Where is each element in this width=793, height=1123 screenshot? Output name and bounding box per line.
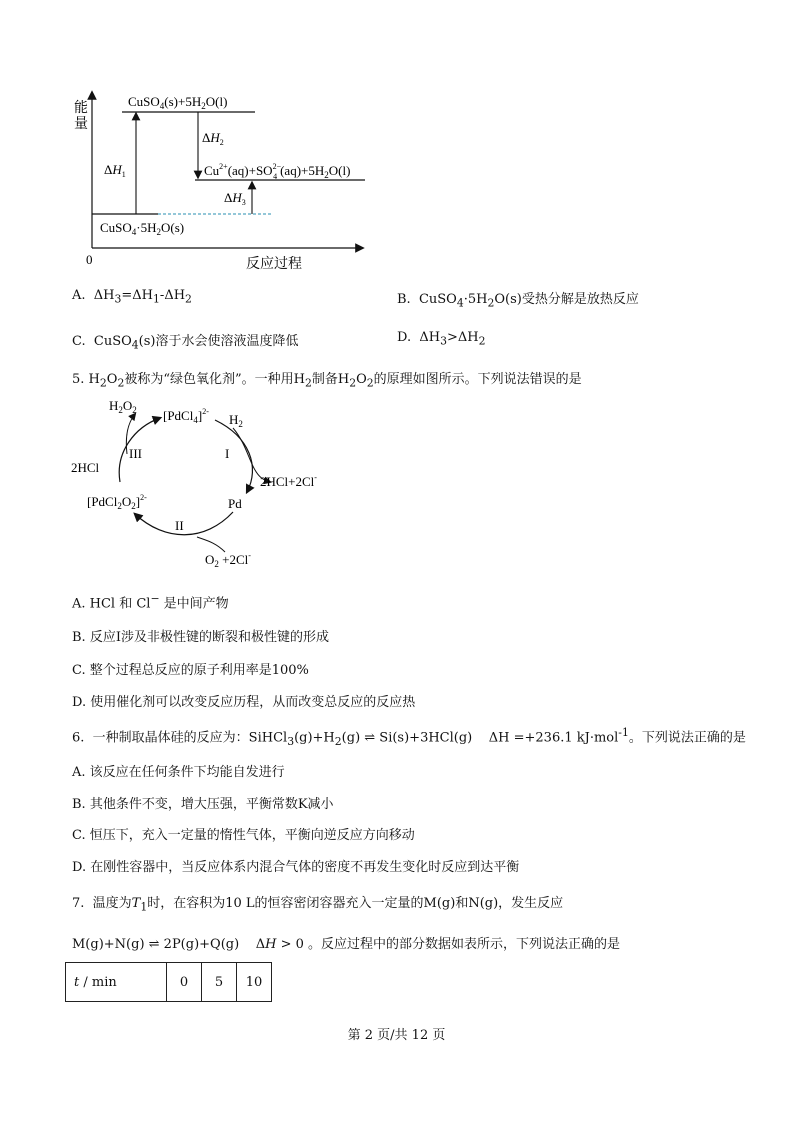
dh1-label: $\Delta H_1$: [104, 162, 126, 179]
q4-option-c[interactable]: C. CuSO$_4$(s)溶于水会使溶液温度降低: [72, 334, 299, 352]
q6-option-d[interactable]: D. 在刚性容器中，当反应体系内混合气体的密度不再发生变化时反应到达平衡: [72, 860, 520, 875]
y-axis-label: 能: [74, 101, 88, 116]
step2-label: II: [175, 518, 184, 533]
q4-option-a[interactable]: A. $\Delta H_3=\Delta H_1-\Delta H_2$: [72, 288, 192, 306]
pdcl4-label: [PdCl$_4$]$^{2-}$: [163, 407, 209, 425]
q6-stem: 6. 一种制取晶体硅的反应为：$SiHCl_3(g)+H_2(g)$ ⇌ Si(s)+3HCl(g) ΔH =+236.1 kJ·mol$^{-1}$。下列说法正确的是: [72, 726, 746, 748]
catalytic-cycle-diagram: [65, 392, 345, 572]
table-header-cell: 5: [202, 963, 237, 1002]
q5-stem: 5. $H_2O_2$被称为“绿色氧化剂”。一种用$H_2$制备$H_2O_2$的原理如图所示。下列说法错误的是: [72, 372, 582, 390]
origin-label: 0: [86, 252, 93, 267]
q5-option-d[interactable]: D. 使用催化剂可以改变反应历程，从而改变总反应的反应热: [72, 695, 416, 710]
q7-data-table: [65, 962, 272, 1002]
x-axis-label: 反应过程: [246, 257, 302, 272]
step1-arc: [215, 420, 252, 492]
q5-option-b[interactable]: B. 反应I涉及非极性键的断裂和极性键的形成: [72, 630, 329, 645]
top-level-label: $CuSO_4(s)+5H_2O(l)$: [128, 94, 228, 111]
dh3-label: $\Delta H_3$: [224, 190, 246, 207]
h2o2-label: $H_2O_2$: [109, 398, 137, 415]
bottom-level-label: $CuSO_4\cdot 5H_2O(s)$: [100, 220, 185, 237]
in3-label: 2HCl: [71, 460, 100, 475]
step1-label: I: [225, 446, 230, 461]
q5-option-c[interactable]: C. 整个过程总反应的原子利用率是100%: [72, 663, 309, 678]
pd-label: Pd: [228, 496, 242, 511]
table-header-cell: t / min: [66, 963, 167, 1002]
q6-option-c[interactable]: C. 恒压下，充入一定量的惰性气体，平衡向逆反应方向移动: [72, 828, 415, 843]
y-axis-label-2: 量: [74, 117, 88, 132]
page-footer: 第 2 页/共 12 页: [347, 1028, 446, 1043]
h2-label: $H_2$: [229, 412, 243, 429]
pdcl2o2-label: $[PdCl_2O_2]^{2-}$: [87, 493, 147, 511]
in2-label: $O_2 +2Cl^-$: [205, 551, 251, 569]
dh2-label: $\Delta H_2$: [202, 130, 224, 147]
step2-arc: [135, 512, 233, 535]
q7-stem-line2: M(g)+N(g) ⇌ 2P(g)+Q(g) ΔH > 0 。反应过程中的部分数据如表所示，下列说法正确的是: [72, 937, 620, 952]
q5-option-a[interactable]: A. HCl 和 Cl− 是中间产物: [72, 592, 229, 612]
q4-option-b[interactable]: B. $CuSO_4\cdot 5H_2O(s)$受热分解是放热反应: [397, 292, 639, 310]
table-row: [66, 963, 272, 1002]
energy-diagram: [60, 90, 400, 275]
table-header-cell: 0: [167, 963, 202, 1002]
q7-stem-line1: 7. 温度为$T_1$时，在容积为10 L的恒容密闭容器充入一定量的M(g)和N(g)，发生反应: [72, 896, 564, 914]
step3-label: III: [129, 446, 142, 461]
table-header-cell: 10: [237, 963, 272, 1002]
out1-label: 2HCl+2Cl-: [260, 473, 317, 489]
o2-branch: [197, 537, 225, 552]
q6-option-a[interactable]: A. 该反应在任何条件下均能自发进行: [72, 765, 285, 780]
mid-level-label: $Cu^{2+}(aq)+SO^{2-}$ 4 $(aq)+5H_2O(l)$: [204, 162, 351, 181]
q4-option-d[interactable]: D. $\Delta H_3>\Delta H_2$: [397, 330, 486, 348]
q6-option-b[interactable]: B. 其他条件不变，增大压强，平衡常数K减小: [72, 797, 334, 812]
